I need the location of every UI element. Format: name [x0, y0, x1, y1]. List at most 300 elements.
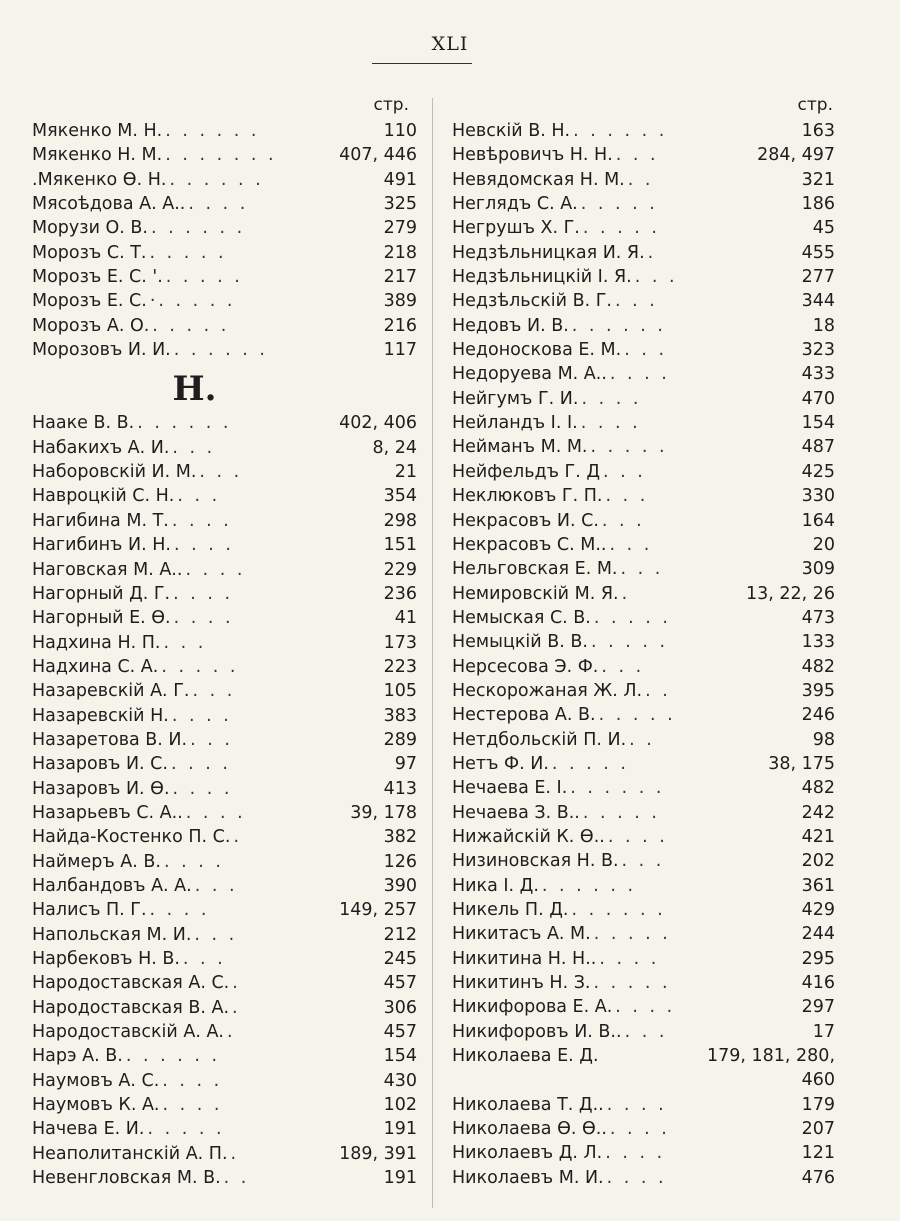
entry-leader-dots: . . — [645, 680, 671, 701]
entry-name: Нагибина М. Т. — [32, 510, 169, 531]
entry-pages: 18 — [812, 315, 835, 336]
entry-name: Невенгловская М. В. — [32, 1168, 221, 1189]
index-entry — [452, 754, 835, 778]
index-entry — [32, 803, 417, 827]
entry-pages: 216 — [383, 315, 417, 336]
entry-name: Никитина Н. Н.. — [452, 948, 597, 969]
entry-leader-dots: . . . . — [162, 1095, 223, 1116]
entry-pages: 323 — [801, 340, 835, 361]
entry-leader-dots: . . . — [620, 559, 664, 580]
index-entry — [452, 243, 835, 267]
entry-name: Низиновская Н. В. — [452, 851, 619, 872]
entry-leader-dots: . . . . . — [580, 194, 658, 215]
index-entry — [32, 1046, 417, 1070]
entry-name: Нейманъ М. М. — [452, 437, 588, 458]
entry-pages: 306 — [383, 997, 417, 1018]
entry-leader-dots: . . . . . . — [137, 413, 232, 434]
index-entry — [32, 998, 417, 1022]
entry-leader-dots: . . . — [601, 656, 645, 677]
index-entry — [452, 316, 835, 340]
index-entry — [452, 218, 835, 242]
entry-name: Неглядъ С. А. — [452, 194, 578, 215]
entry-pages: 284, 497 — [757, 145, 835, 166]
entry-leader-dots: . . . . — [171, 510, 232, 531]
entry-name: Никитасъ А. М. — [452, 924, 591, 945]
index-entry — [32, 413, 417, 437]
entry-name: Никифоровъ И. В.. — [452, 1021, 622, 1042]
entry-pages: 121 — [801, 1143, 835, 1164]
entry-leader-dots: . . . . . — [590, 437, 668, 458]
entry-name: Недовъ И. В. — [452, 315, 569, 336]
entry-pages: 476 — [801, 1167, 835, 1188]
index-entry — [452, 511, 835, 535]
entry-name: Некрасовъ С. М.. — [452, 534, 607, 555]
entry-name: Недзѣльницкая И. Я. — [452, 242, 645, 263]
entry-pages: 416 — [801, 973, 835, 994]
entry-leader-dots: . . . . . — [551, 753, 629, 774]
entry-name: Николаева Т. Д.. — [452, 1094, 604, 1115]
entry-leader-dots: . . . . — [609, 1119, 670, 1140]
entry-leader-dots: . . . — [634, 267, 678, 288]
entry-leader-dots: . . . . . — [147, 1119, 225, 1140]
entry-name: Нельговская Е. М. — [452, 559, 618, 580]
entry-name: Мякенко М. Н. — [32, 121, 163, 141]
index-entry — [452, 170, 835, 194]
entry-name: Невядомская Н. М. — [452, 169, 625, 190]
entry-pages: 457 — [383, 973, 417, 994]
entry-leader-dots: . . . . . . — [571, 315, 666, 336]
entry-leader-dots: . . . . . . — [125, 1046, 221, 1067]
entry-name: Немыская С. В. — [452, 607, 591, 628]
index-entry — [452, 462, 835, 486]
entry-leader-dots: . . . — [621, 851, 665, 872]
entry-leader-dots: . . . . — [149, 900, 210, 921]
entry-name: Недоноскова Е. М. — [452, 340, 622, 361]
entry-pages: 491 — [383, 169, 417, 190]
index-entry — [452, 389, 835, 413]
entry-name: Никифорова Е. А. — [452, 997, 613, 1018]
index-entry — [32, 511, 417, 535]
entry-leader-dots: . . . . . — [152, 315, 230, 336]
entry-leader-dots: . . . . — [185, 802, 246, 823]
entry-leader-dots: . . . — [182, 949, 226, 969]
entry-pages: 21 — [394, 462, 417, 483]
entry-name: Нетдбольскій П. И. — [452, 729, 627, 750]
entry-pages: 163 — [801, 121, 835, 141]
index-entry — [452, 1095, 835, 1119]
entry-name: Нагорный Д. Г. — [32, 583, 171, 604]
entry-leader-dots: . . . — [601, 510, 645, 531]
entry-name: Ника І. Д. — [452, 875, 539, 896]
entry-name: Николаева Ѳ. Ѳ.. — [452, 1119, 607, 1140]
entry-leader-dots: . . . — [190, 729, 233, 750]
entry-name: Нетъ Ф. И. — [452, 753, 549, 774]
entry-leader-dots: . . . — [192, 681, 236, 702]
left-top-entries — [32, 121, 417, 364]
entry-leader-dots: . . . — [172, 437, 216, 458]
entry-pages: 191 — [383, 1168, 417, 1189]
index-entry — [32, 584, 417, 608]
index-entry — [32, 973, 417, 997]
index-entry — [452, 1119, 835, 1143]
entry-leader-dots: . . . . . . — [150, 218, 246, 239]
index-entry — [32, 194, 417, 218]
entry-pages: 164 — [801, 510, 835, 531]
entry-leader-dots: . . . . . — [590, 632, 669, 653]
entry-pages: 179, 181, 280, — [706, 1046, 835, 1067]
index-entry — [32, 486, 417, 510]
entry-pages: 126 — [383, 851, 417, 872]
entry-name: Назаревскій Н. — [32, 705, 169, 726]
entry-name: Нечаева З. В.. — [452, 802, 580, 823]
entry-name: Невѣровичъ Н. Н. — [452, 145, 613, 166]
entry-leader-dots: . . . . . — [593, 607, 671, 628]
index-entry — [32, 438, 417, 462]
right-entries — [452, 121, 835, 1192]
entry-leader-dots: . . . — [163, 632, 207, 653]
entry-pages: 402, 406 — [339, 413, 417, 434]
entry-leader-dots: . . . . . — [598, 705, 676, 726]
index-entry — [32, 535, 417, 559]
index-entry — [32, 121, 417, 145]
entry-name: Невскій В. Н. — [452, 121, 571, 141]
index-entry — [452, 778, 835, 802]
entry-name: Немыцкій В. В. — [452, 632, 588, 653]
entry-pages: 13, 22, 26 — [745, 583, 835, 604]
entry-name: Назаревскій А. Г. — [32, 681, 190, 702]
entry-pages: 189, 391 — [339, 1143, 417, 1164]
entry-leader-dots: . . . . . . — [173, 340, 268, 361]
entry-pages: 277 — [801, 267, 835, 288]
entry-leader-dots: . . . . — [172, 778, 233, 799]
entry-leader-dots: . . . . . — [593, 973, 671, 994]
index-entry — [32, 316, 417, 340]
entry-pages: 133 — [801, 632, 835, 653]
index-entry — [32, 218, 417, 242]
entry-name: Налбандовъ А. А. — [32, 875, 192, 896]
index-entry — [452, 876, 835, 900]
entry-leader-dots: . . . — [614, 291, 658, 312]
entry-name: Налисъ П. Г. — [32, 900, 147, 921]
index-entry — [32, 1022, 417, 1046]
entry-name: Недзѣльницкій І. Я. — [452, 267, 632, 288]
index-entry — [32, 779, 417, 803]
index-entry — [32, 633, 417, 657]
entry-leader-dots: . . . — [194, 875, 238, 896]
index-entry — [452, 827, 835, 851]
entry-pages: 413 — [383, 778, 417, 799]
entry-name: Нарбековъ Н. В. — [32, 949, 180, 969]
index-entry — [452, 584, 835, 608]
entry-leader-dots: . . . — [194, 924, 238, 945]
entry-leader-dots: . . . . . . — [573, 121, 668, 141]
entry-leader-dots: . . . . . . . — [165, 145, 277, 166]
index-entry — [452, 900, 835, 924]
index-entry — [452, 535, 835, 559]
entry-pages: 218 — [383, 242, 417, 263]
section-letter: Н. — [172, 369, 217, 410]
entry-name: Начева Е. И. — [32, 1119, 145, 1140]
entry-pages: 117 — [383, 340, 417, 361]
entry-leader-dots: . . . . — [606, 1167, 667, 1188]
entry-name: Морозъ Е. С. — [32, 291, 147, 312]
entry-pages: 470 — [801, 388, 835, 409]
entry-pages: 279 — [383, 218, 417, 239]
entry-pages: 289 — [383, 729, 417, 750]
entry-leader-dots: ·. . . . . — [149, 291, 236, 312]
entry-name: Негрушъ Х. Г. — [452, 218, 580, 239]
entry-name: Назаровъ И. С. — [32, 754, 168, 775]
title-rule — [372, 63, 472, 64]
index-entry — [32, 1168, 417, 1192]
entry-pages: 242 — [801, 802, 835, 823]
left-page-header: стр. — [373, 95, 409, 115]
index-entry — [452, 437, 835, 461]
index-entry — [452, 1022, 835, 1046]
entry-pages: 98 — [812, 729, 835, 750]
index-entry — [452, 1143, 835, 1167]
left-column — [32, 95, 417, 1192]
entry-name: Николаевъ Д. Л. — [452, 1143, 603, 1164]
entry-pages: 186 — [801, 194, 835, 215]
index-entry — [452, 632, 835, 656]
index-entry — [452, 924, 835, 948]
entry-pages: 41 — [394, 608, 417, 629]
entry-leader-dots: . . — [627, 169, 654, 190]
entry-leader-dots: . — [230, 1143, 240, 1164]
entry-pages: 473 — [801, 607, 835, 628]
entry-leader-dots: . . . . . . — [570, 778, 665, 799]
entry-leader-dots: . . . . . . — [571, 900, 666, 920]
entry-name: Морозъ С. Т. — [32, 242, 147, 263]
entry-name: Нааке В. В. — [32, 413, 135, 434]
index-entry — [452, 949, 835, 973]
entry-pages: 223 — [383, 656, 417, 677]
entry-name: Морозъ А. О. — [32, 315, 150, 336]
entry-pages: 295 — [801, 948, 835, 969]
entry-pages: 217 — [383, 267, 417, 288]
index-entry — [452, 705, 835, 729]
entry-name: Надхина Н. П. — [32, 632, 161, 653]
entry-pages: 361 — [801, 875, 835, 896]
index-entry — [32, 876, 417, 900]
entry-pages: 395 — [801, 680, 835, 701]
index-entry — [32, 1119, 417, 1143]
index-entry — [452, 730, 835, 754]
index-entry — [452, 121, 835, 145]
index-entry — [452, 997, 835, 1021]
entry-leader-dots: . . . — [624, 340, 668, 361]
entry-name: Найда-Костенко П. С. — [32, 827, 231, 848]
index-entry — [452, 608, 835, 632]
entry-pages: 154 — [383, 1046, 417, 1067]
entry-name: Нескорожаная Ж. Л. — [452, 680, 643, 701]
entry-name: Народоставскій А. А. — [32, 1022, 224, 1043]
entry-leader-dots: . . . . — [580, 413, 641, 434]
entry-pages: 202 — [801, 851, 835, 872]
index-entry — [452, 364, 835, 388]
entry-leader-dots: . — [232, 973, 241, 994]
index-entry — [32, 170, 417, 194]
entry-name: Морузи О. В. — [32, 218, 148, 239]
entry-name: Наумовъ К. А. — [32, 1095, 160, 1116]
index-entry — [32, 949, 417, 973]
index-entry — [452, 1046, 835, 1070]
entry-leader-dots: . . . — [199, 462, 243, 483]
entry-leader-dots: . . . — [624, 1021, 668, 1042]
entry-leader-dots: . . . . — [185, 559, 246, 580]
entry-pages: 421 — [801, 826, 835, 847]
entry-name: Мякенко Н. М. — [32, 145, 163, 166]
entry-name: Немировскій М. Я. — [452, 583, 619, 604]
entry-pages: 460 — [801, 1070, 835, 1091]
index-entry — [32, 900, 417, 924]
entry-pages: 8, 24 — [372, 437, 417, 458]
entry-leader-dots: . . . . — [163, 851, 224, 872]
index-entry — [32, 730, 417, 754]
index-entry — [32, 1144, 417, 1168]
entry-pages: 390 — [383, 875, 417, 896]
entry-leader-dots: . . . . — [609, 364, 670, 385]
entry-pages: 354 — [383, 486, 417, 507]
entry-pages: 330 — [801, 486, 835, 507]
index-entry — [452, 340, 835, 364]
entry-name: Никель П. Д. — [452, 900, 569, 920]
entry-pages: 102 — [383, 1095, 417, 1116]
entry-name: Недзѣльскій В. Г. — [452, 291, 612, 312]
entry-leader-dots: . . . — [609, 534, 653, 555]
entry-name: Народоставская А. С. — [32, 973, 230, 994]
entry-leader-dots: . . . . — [171, 705, 232, 726]
entry-pages: 38, 175 — [768, 753, 835, 774]
entry-pages: 173 — [383, 632, 417, 653]
index-entry — [32, 657, 417, 681]
entry-pages: 244 — [801, 924, 835, 945]
entry-leader-dots: . . . . . — [165, 267, 243, 288]
entry-name: Назаровъ И. Ѳ. — [32, 778, 170, 799]
index-entry — [32, 827, 417, 851]
entry-pages: 207 — [801, 1119, 835, 1140]
index-entry — [452, 291, 835, 315]
entry-leader-dots: . — [226, 1022, 236, 1043]
index-entry — [452, 559, 835, 583]
entry-name: Нагорный Е. Ѳ. — [32, 608, 171, 629]
entry-leader-dots: . . . . — [605, 1143, 666, 1164]
right-page-header: стр. — [797, 95, 833, 115]
entry-leader-dots: . . . . . . — [165, 121, 260, 141]
entry-pages: 383 — [383, 705, 417, 726]
entry-leader-dots: . . . . — [173, 535, 234, 556]
index-entry — [452, 1168, 835, 1192]
entry-pages: 321 — [801, 169, 835, 190]
entry-name: Нечаева Е. І. — [452, 778, 568, 799]
entry-pages: 212 — [383, 924, 417, 945]
index-entry — [452, 486, 835, 510]
index-entry — [452, 657, 835, 681]
index-entry — [452, 267, 835, 291]
entry-name: Народоставская В. А. — [32, 997, 230, 1018]
entry-name: Нейфельдъ Г. Д — [452, 461, 601, 482]
entry-leader-dots: . . . . . . — [541, 875, 637, 896]
entry-name: Набакихъ А. И. — [32, 437, 170, 458]
entry-leader-dots: . . . . — [173, 608, 234, 629]
entry-pages: 245 — [383, 949, 417, 969]
index-entry — [452, 1070, 835, 1094]
entry-name: Неаполитанскій А. П. — [32, 1143, 228, 1164]
index-entry — [32, 1071, 417, 1095]
index-entry — [32, 608, 417, 632]
index-entry — [32, 754, 417, 778]
entry-leader-dots: . . . . — [170, 754, 231, 775]
entry-pages: 20 — [812, 534, 835, 555]
entry-name: Наймеръ А. В. — [32, 851, 161, 872]
index-entry — [32, 852, 417, 876]
entry-pages: 191 — [383, 1119, 417, 1140]
entry-leader-dots: . . . — [603, 461, 646, 482]
index-entry — [32, 145, 417, 169]
entry-name: Наумовъ А. С. — [32, 1070, 160, 1091]
entry-name: Морозовъ И. И. — [32, 340, 171, 361]
index-entry — [32, 925, 417, 949]
entry-leader-dots: . — [232, 997, 241, 1018]
entry-leader-dots: . . . . . . — [169, 169, 264, 190]
entry-name: Навроцкій С. Н. — [32, 486, 175, 507]
entry-leader-dots: . . . . — [581, 388, 642, 409]
entry-name: Нижайскій К. Ѳ.. — [452, 826, 605, 847]
index-entry — [452, 973, 835, 997]
index-entry — [32, 267, 417, 291]
index-entry — [452, 851, 835, 875]
entry-leader-dots: . — [233, 827, 243, 848]
entry-name: Неклюковъ Г. П. — [452, 486, 603, 507]
entry-name: Нейгумъ Г. И. — [452, 388, 579, 409]
entry-name: Николаева Е. Д. — [452, 1046, 599, 1067]
entry-name: Недоруева М. А.. — [452, 364, 607, 385]
entry-pages: 297 — [801, 997, 835, 1018]
column-divider — [432, 98, 433, 1208]
index-entry — [452, 145, 835, 169]
index-entry — [32, 560, 417, 584]
entry-leader-dots: . . . . . — [582, 218, 660, 239]
entry-pages: 344 — [801, 291, 835, 312]
index-entry — [452, 803, 835, 827]
entry-leader-dots: . . . . — [173, 583, 234, 604]
entry-pages: 309 — [801, 559, 835, 580]
entry-leader-dots: . — [647, 242, 657, 263]
entry-pages: 39, 178 — [350, 802, 417, 823]
entry-pages: 389 — [383, 291, 417, 312]
entry-pages: 45 — [812, 218, 835, 239]
entry-name: Нарэ А. В. — [32, 1046, 123, 1067]
entry-name: Наборовскій И. М. — [32, 462, 197, 483]
entry-leader-dots: . . . . . — [161, 656, 239, 677]
entry-name: Надхина С. А. — [32, 656, 159, 677]
entry-leader-dots: . . . — [615, 145, 659, 166]
entry-pages: 154 — [801, 413, 835, 434]
page-number: XLI — [431, 33, 469, 55]
entry-pages: 97 — [394, 754, 417, 775]
entry-pages: 151 — [383, 535, 417, 556]
entry-pages: 482 — [801, 656, 835, 677]
right-column — [452, 95, 835, 1192]
entry-pages: 149, 257 — [339, 900, 417, 921]
entry-leader-dots: . . . . — [615, 997, 676, 1018]
entry-pages: 236 — [383, 583, 417, 604]
entry-name: Морозъ Е. С. '. — [32, 267, 163, 288]
index-entry — [32, 1095, 417, 1119]
entry-pages: 482 — [801, 778, 835, 799]
entry-leader-dots: . . . . — [606, 1094, 667, 1115]
